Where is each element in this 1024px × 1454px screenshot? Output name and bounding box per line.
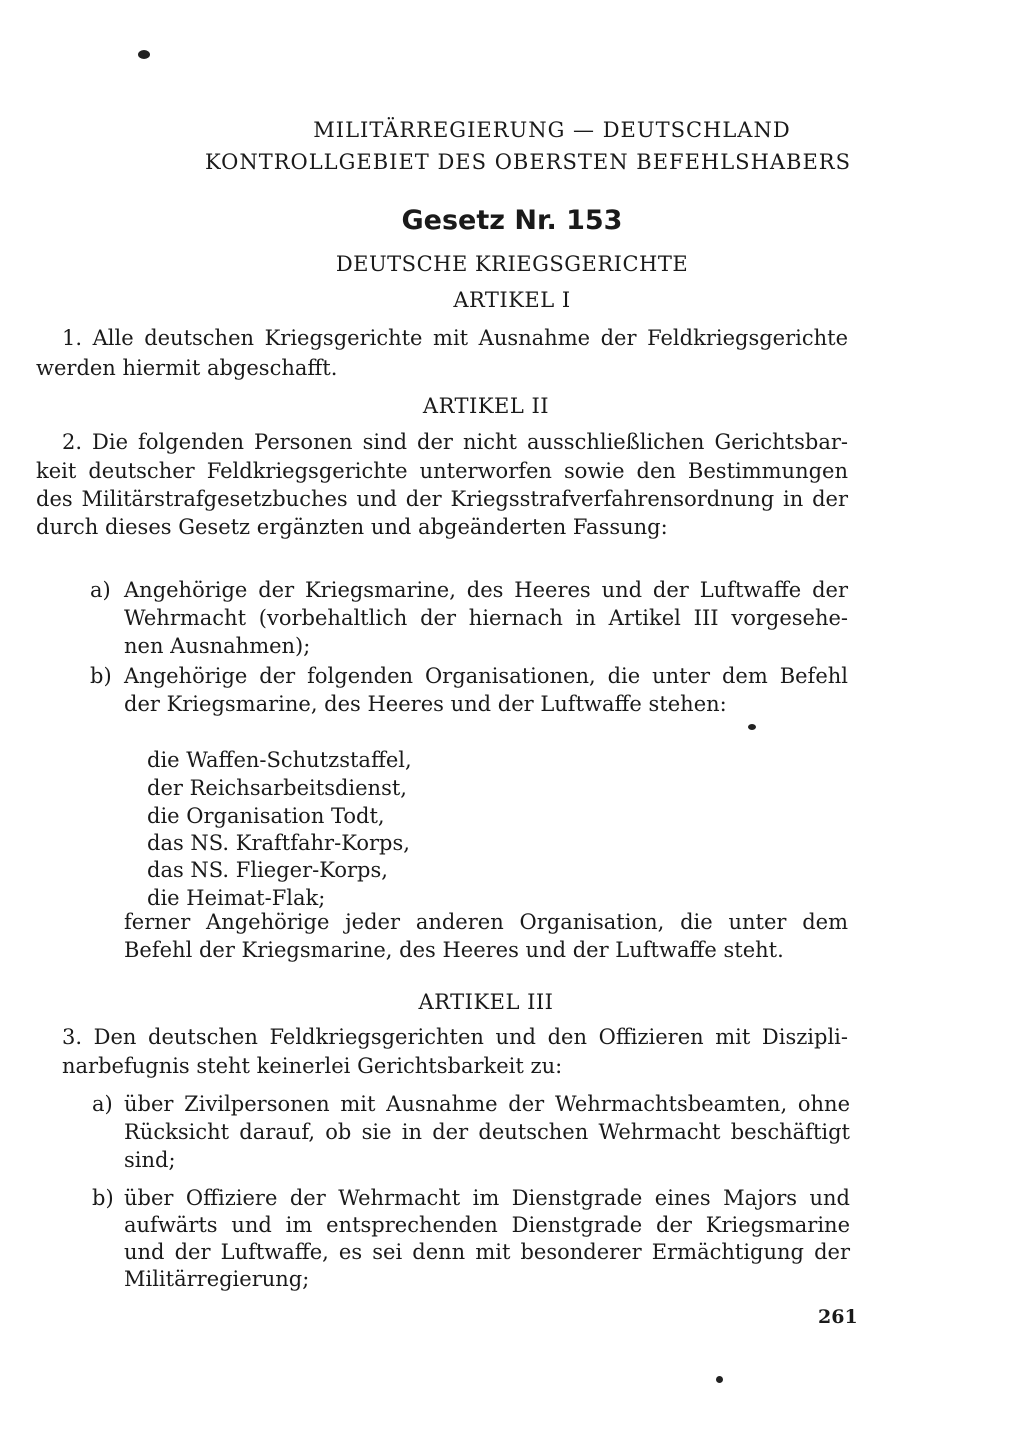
- article-2-line: des Militärstrafgesetzbuches und der Kriegsstrafverfahrensordnung in der: [36, 487, 848, 511]
- page-number: 261: [818, 1306, 858, 1328]
- article-2b-closing-line: Befehl der Kriegsmarine, des Heeres und der Luftwaffe steht.: [124, 938, 784, 962]
- article-2a-line: nen Ausnahmen);: [124, 634, 311, 658]
- article-3b-line: Militärregierung;: [124, 1267, 310, 1291]
- list-marker-a: a): [90, 578, 111, 602]
- organisation-item: das NS. Flieger-Korps,: [147, 858, 388, 882]
- article-2b-line: der Kriegsmarine, des Heeres und der Luftwaffe stehen:: [124, 692, 727, 716]
- organisation-item: die Waffen-Schutzstaffel,: [147, 748, 412, 772]
- law-title: Gesetz Nr. 153: [401, 205, 623, 236]
- list-marker-b: b): [92, 1186, 114, 1210]
- article-3a-line: sind;: [124, 1148, 176, 1172]
- article-3b-line: über Offiziere der Wehrmacht im Dienstgrade eines Majors und: [124, 1186, 850, 1210]
- article-1-line: werden hiermit abgeschafft.: [36, 356, 338, 380]
- article-3b-line: aufwärts und im entsprechenden Dienstgrade der Kriegsmarine: [124, 1213, 850, 1237]
- article-2a-line: Wehrmacht (vorbehaltlich der hiernach in Artikel III vorgesehe-: [124, 606, 848, 630]
- list-marker-b: b): [90, 664, 112, 688]
- law-subtitle: DEUTSCHE KRIEGSGERICHTE: [335, 252, 689, 276]
- list-marker-a: a): [92, 1092, 113, 1116]
- article-3-line: narbefugnis steht keinerlei Gerichtsbarkeit zu:: [62, 1054, 563, 1078]
- article-2-line: keit deutscher Feldkriegsgerichte unterworfen sowie den Bestimmungen: [36, 459, 848, 483]
- article-2-heading: ARTIKEL II: [422, 394, 550, 418]
- article-3a-line: über Zivilpersonen mit Ausnahme der Wehrmachtsbeamten, ohne: [124, 1092, 850, 1116]
- organisation-item: die Heimat-Flak;: [147, 886, 326, 910]
- article-3-heading: ARTIKEL III: [418, 990, 554, 1014]
- article-1-heading: ARTIKEL I: [453, 288, 571, 312]
- organisation-item: das NS. Kraftfahr-Korps,: [147, 831, 410, 855]
- article-2-line: durch dieses Gesetz ergänzten und abgeänderten Fassung:: [36, 515, 668, 539]
- article-2b-closing-line: ferner Angehörige jeder anderen Organisation, die unter dem: [124, 910, 848, 934]
- article-2a-line: Angehörige der Kriegsmarine, des Heeres und der Luftwaffe der: [124, 578, 848, 602]
- article-2b-line: Angehörige der folgenden Organisationen, die unter dem Befehl: [124, 664, 848, 688]
- article-3b-line: und der Luftwaffe, es sei denn mit besonderer Ermächtigung der: [124, 1240, 850, 1264]
- header-line-2: KONTROLLGEBIET DES OBERSTEN BEFEHLSHABERS: [204, 150, 852, 174]
- organisation-item: die Organisation Todt,: [147, 804, 385, 828]
- ink-spot: [138, 50, 150, 59]
- article-3a-line: Rücksicht darauf, ob sie in der deutschen Wehrmacht beschäftigt: [124, 1120, 850, 1144]
- header-line-1: MILITÄRREGIERUNG — DEUTSCHLAND: [313, 118, 791, 142]
- article-1-line: 1. Alle deutschen Kriegsgerichte mit Ausnahme der Feldkriegsgerichte: [62, 326, 848, 350]
- article-3-line: 3. Den deutschen Feldkriegsgerichten und den Offizieren mit Diszipli-: [62, 1025, 848, 1049]
- ink-spot: [748, 724, 756, 730]
- organisation-item: der Reichsarbeitsdienst,: [147, 776, 407, 800]
- ink-spot: [716, 1376, 723, 1383]
- article-2-line: 2. Die folgenden Personen sind der nicht ausschließlichen Gerichtsbar-: [62, 430, 848, 454]
